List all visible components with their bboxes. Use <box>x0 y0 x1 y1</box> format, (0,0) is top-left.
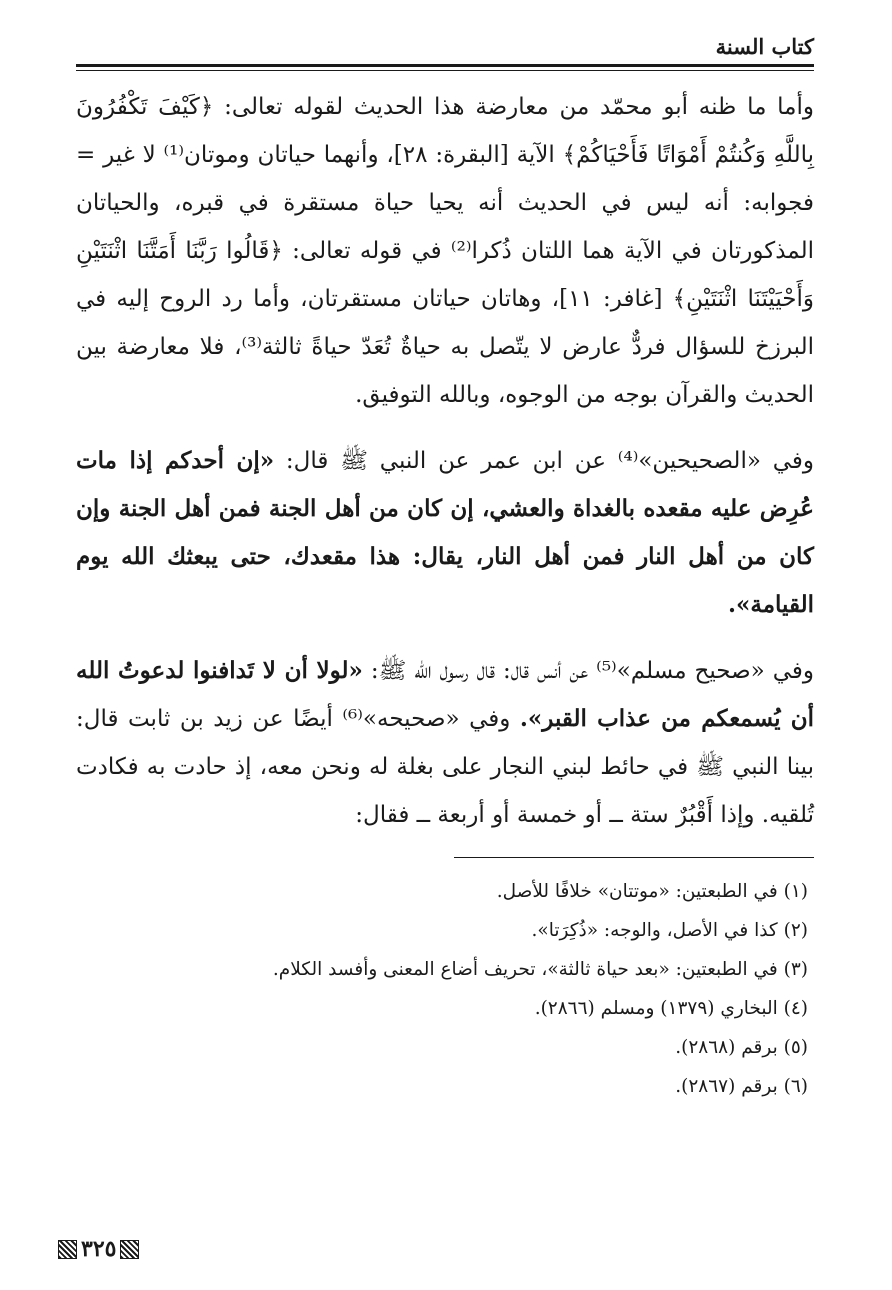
footnote-1: (١) في الطبعتين: «موتتان» خلافًا للأصل. <box>496 881 808 902</box>
footnotes <box>76 872 814 1106</box>
ornament-left-icon <box>58 1240 77 1259</box>
page-number-block <box>58 1236 139 1262</box>
paragraph-3-tail: وفي «صحيحه»⁽⁶⁾ أيضًا عن زيد بن ثابت قال: بينا النبي ﷺ في حائط لبني النجار على بغلة له ونحن معه، إذ حادت به فكادت تُلقيه. وإذا أَقْبُرٌ ستة ــ أو خمسة أو أربعة ــ فقال: <box>76 706 814 828</box>
header-rule <box>76 64 814 71</box>
main-text <box>76 83 814 839</box>
running-head: كتاب السنة <box>715 34 814 59</box>
footnote-6: (٦) برقم (٢٨٦٧). <box>675 1076 808 1097</box>
page-number: ٣٢٥ <box>81 1236 117 1262</box>
footnote-3: (٣) في الطبعتين: «بعد حياة ثالثة»، تحريف أضاع المعنى وأفسد الكلام. <box>272 959 808 980</box>
paragraph-2 <box>76 437 814 629</box>
footnote-2: (٢) كذا في الأصل، والوجه: «ذُكِرَتا». <box>531 920 808 941</box>
paragraph-3 <box>76 647 814 839</box>
footnote-rule <box>454 857 814 858</box>
paragraph-3-lead: وفي «صحيح مسلم»⁽⁵⁾ عن أنس قال: قال رسول الله ﷺ: <box>362 658 814 684</box>
ornament-right-icon <box>120 1240 139 1259</box>
paragraph-1: وأما ما ظنه أبو محمّد من معارضة هذا الحديث لقوله تعالى: ﴿كَيْفَ تَكْفُرُونَ بِاللَّهِ وَكُنتُمْ أَمْوَاتًا فَأَحْيَاكُمْ﴾ الآية [البقرة: ٢٨]، وأنهما حياتان وموتان⁽¹⁾ لا غير = فجوابه: أنه ليس في الحديث أنه يحيا حياة مستقرة في قبره، والحياتان المذكورتان في الآية هما اللتان ذُكرا⁽²⁾ في قوله تعالى: ﴿قَالُوا رَبَّنَا أَمَتَّنَا اثْنَتَيْنِ وَأَحْيَيْتَنَا اثْنَتَيْنِ﴾ [غافر: ١١]، وهاتان حياتان مستقرتان، وأما رد الروح إليه في البرزخ للسؤال فردٌّ عارض لا يتّصل به حياةٌ تُعَدّ حياةً ثالثة⁽³⁾، فلا معارضة بين الحديث والقرآن بوجه من الوجوه، وبالله التوفيق. <box>76 94 815 408</box>
paragraph-2-hadith: «إن أحدكم إذا مات عُرِض عليه مقعده بالغداة والعشي، إن كان من أهل الجنة فمن أهل الجنة وإن كان من أهل النار فمن أهل النار، يقال: هذا مقعدك، حتى يبعثك الله يوم القيامة». <box>76 447 814 618</box>
book-page <box>76 30 814 1270</box>
footnote-4: (٤) البخاري (١٣٧٩) ومسلم (٢٨٦٦). <box>534 998 808 1019</box>
paragraph-3-hadith: «لولا أن لا تَدافنوا لدعوتُ الله أن يُسمعكم من عذاب القبر». <box>76 657 815 732</box>
paragraph-2-lead: وفي «الصحيحين»⁽⁴⁾ عن ابن عمر عن النبي ﷺ قال: <box>274 448 814 474</box>
footnote-5: (٥) برقم (٢٨٦٨). <box>675 1037 808 1058</box>
